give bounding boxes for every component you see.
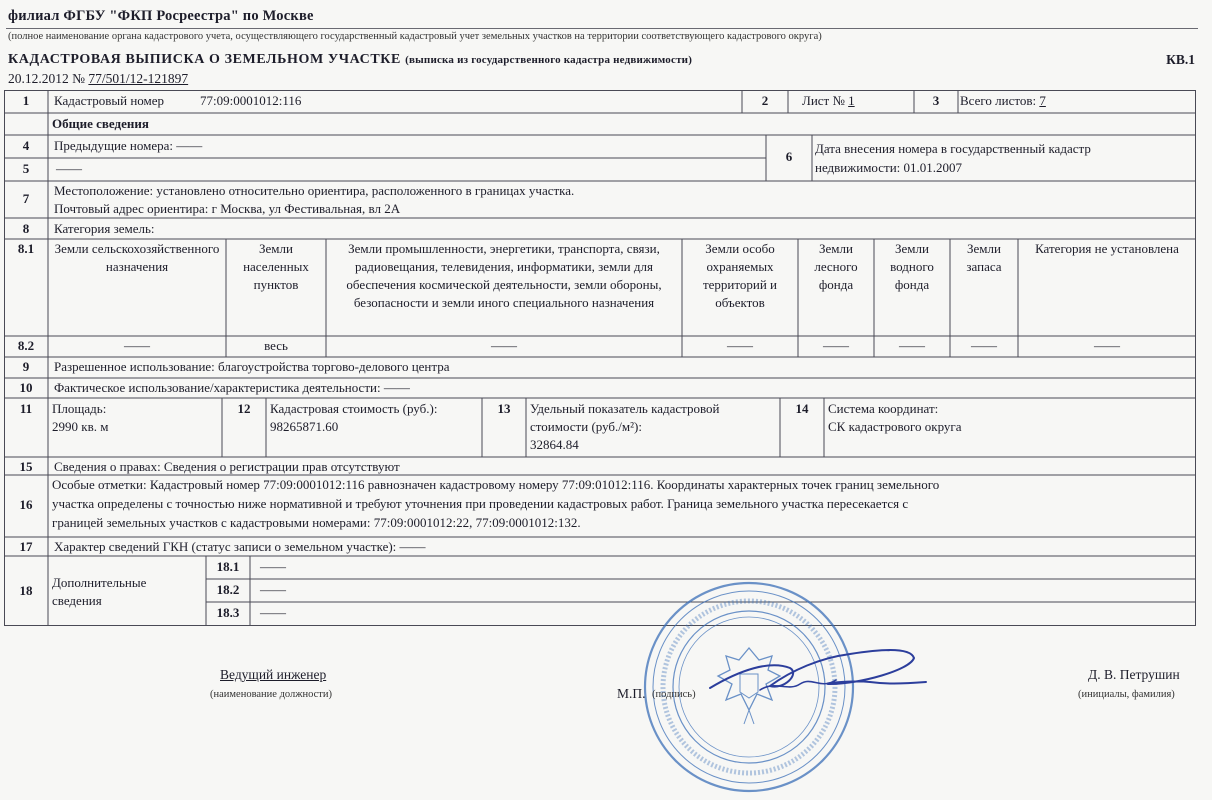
row-number-3: 3 bbox=[932, 93, 940, 108]
organization-name: филиал ФГБУ "ФКП Росреестра" по Москве bbox=[8, 8, 314, 24]
value-water: —— bbox=[899, 338, 925, 353]
signature-note: (подпись) bbox=[652, 689, 696, 700]
row-number-13: 13 bbox=[497, 401, 511, 416]
value-reserve: —— bbox=[971, 338, 997, 353]
total-sheets bbox=[960, 92, 1046, 110]
row-number-18: 18 bbox=[19, 583, 33, 598]
row-number-8: 8 bbox=[22, 221, 30, 236]
document-title bbox=[8, 52, 692, 68]
area-value: 2990 кв. м bbox=[52, 419, 109, 434]
number-entry-date-line1: Дата внесения номера в государственный кадастр bbox=[815, 141, 1091, 156]
rights-info: Сведения о правах: Сведения о регистрации прав отсутствуют bbox=[54, 459, 400, 474]
handwritten-signature bbox=[700, 640, 930, 710]
sheet-value: 1 bbox=[848, 93, 855, 108]
actual-use bbox=[54, 379, 410, 397]
location-line1: Местоположение: установлено относительно ориентира, расположенного в границах участка. bbox=[54, 183, 575, 198]
previous-numbers bbox=[54, 137, 202, 155]
sheet-number bbox=[802, 92, 855, 110]
land-category-label: Категория земель: bbox=[54, 221, 155, 236]
row-number-8-1: 8.1 bbox=[17, 241, 35, 256]
category-not-established: Категория не установлена bbox=[1035, 241, 1179, 256]
additional-info-label-line1: Дополнительные bbox=[52, 575, 147, 590]
row-number-4: 4 bbox=[22, 138, 30, 153]
category-water: Земли водного фонда bbox=[890, 241, 934, 292]
special-notes-line2: участка определены с точностью ниже нормативной и требуют уточнения при проведении кадастровых работ. Граница земельного участка пересекается с bbox=[52, 496, 909, 511]
coordinate-system-value: СК кадастрового округа bbox=[828, 419, 962, 434]
area-label: Площадь: bbox=[52, 401, 107, 416]
cadastral-number-value: 77:09:0001012:116 bbox=[200, 93, 302, 108]
value-protected: —— bbox=[727, 338, 753, 353]
cadastral-table bbox=[4, 90, 1196, 626]
value-industry: —— bbox=[491, 338, 517, 353]
additional-info-18-1: —— bbox=[260, 559, 286, 574]
special-notes-line1: Особые отметки: Кадастровый номер 77:09:0001012:116 равнозначен кадастровому номеру 77:09:01012:116. Координаты характерных точек границ земельного bbox=[52, 477, 940, 492]
row-number-14: 14 bbox=[795, 401, 809, 416]
official-name: Д. В. Петрушин bbox=[1088, 667, 1180, 682]
cadastral-number-label: Кадастровый номер bbox=[54, 93, 165, 108]
organization-note: (полное наименование органа кадастрового учета, осуществляющего государственный кадастровый учет земельных участков на территории соответствующего кадастрового округа) bbox=[8, 31, 822, 42]
row-number-18-2: 18.2 bbox=[216, 582, 240, 597]
row-number-1: 1 bbox=[22, 93, 30, 108]
location-line2: Почтовый адрес ориентира: г Москва, ул Фестивальная, вл 2А bbox=[54, 201, 401, 216]
document-date-number bbox=[8, 71, 188, 87]
category-protected: Земли особо охраняемых территорий и объектов bbox=[702, 241, 778, 310]
row-number-12: 12 bbox=[237, 401, 251, 416]
actual-use-label: Фактическое использование/характеристика деятельности: bbox=[54, 380, 381, 395]
category-forest: Земли лесного фонда bbox=[814, 241, 858, 292]
special-notes-line3: границей земельных участков с кадастровыми номерами: 77:09:0001012:22, 77:09:0001012:132. bbox=[52, 515, 581, 530]
row-number-15: 15 bbox=[19, 459, 33, 474]
row-number-17: 17 bbox=[19, 539, 33, 554]
additional-info-label-line2: сведения bbox=[52, 593, 102, 608]
header-rule bbox=[6, 28, 1198, 29]
cadastral-cost-value: 98265871.60 bbox=[270, 419, 339, 434]
category-agricultural: Земли сельскохозяйственного назначения bbox=[54, 241, 220, 274]
category-settlements: Земли населенных пунктов bbox=[243, 241, 309, 292]
additional-info-18-2: —— bbox=[260, 582, 286, 597]
value-settlements: весь bbox=[264, 338, 288, 353]
specific-cost-label-line2: стоимости (руб./м²): bbox=[530, 419, 642, 434]
sheet-label: Лист № bbox=[802, 93, 845, 108]
permitted-use: Разрешенное использование: благоустройства торгово-делового центра bbox=[54, 359, 450, 374]
previous-numbers-value: —— bbox=[176, 138, 203, 153]
category-industry: Земли промышленности, энергетики, транспорта, связи, радиовещания, телевидения, информатики, земли для обеспечения космической деятельности, земли обороны, безопасности и земли иного специального назначения bbox=[346, 241, 662, 310]
document-number: 77/501/12-121897 bbox=[88, 71, 189, 86]
official-position: Ведущий инженер bbox=[220, 667, 327, 682]
row-number-18-3: 18.3 bbox=[216, 605, 240, 620]
number-label: № bbox=[72, 71, 86, 86]
row-number-11: 11 bbox=[19, 401, 33, 416]
document-title-sub: (выписка из государственного кадастра недвижимости) bbox=[405, 54, 693, 66]
additional-info-18-3: —— bbox=[260, 605, 286, 620]
actual-use-value: —— bbox=[383, 380, 410, 395]
gkn-status-label: Характер сведений ГКН (статус записи о земельном участке): bbox=[54, 539, 397, 554]
value-forest: —— bbox=[823, 338, 849, 353]
row-number-16: 16 bbox=[19, 497, 33, 512]
total-sheets-value: 7 bbox=[1039, 93, 1046, 108]
row-number-5: 5 bbox=[22, 161, 30, 176]
row-number-18-1: 18.1 bbox=[216, 559, 240, 574]
form-code: КВ.1 bbox=[1166, 52, 1195, 67]
seal-place-mark: М.П. bbox=[617, 686, 646, 701]
specific-cost-value: 32864.84 bbox=[530, 437, 579, 452]
gkn-status-value: —— bbox=[399, 539, 426, 554]
specific-cost-label-line1: Удельный показатель кадастровой bbox=[530, 401, 720, 416]
previous-numbers-label: Предыдущие номера: bbox=[54, 138, 174, 153]
gkn-status bbox=[54, 538, 426, 556]
row-number-2: 2 bbox=[761, 93, 769, 108]
name-note: (инициалы, фамилия) bbox=[1078, 689, 1175, 700]
cadastral-cost-label: Кадастровая стоимость (руб.): bbox=[270, 401, 438, 416]
row-number-8-2: 8.2 bbox=[17, 338, 35, 353]
value-not-established: —— bbox=[1094, 338, 1120, 353]
position-note: (наименование должности) bbox=[210, 689, 333, 700]
total-sheets-label: Всего листов: bbox=[960, 93, 1037, 108]
row5-value: —— bbox=[56, 161, 82, 176]
row-number-7: 7 bbox=[22, 191, 30, 206]
value-agricultural: —— bbox=[124, 338, 150, 353]
row-number-10: 10 bbox=[19, 380, 33, 395]
row-number-9: 9 bbox=[22, 359, 30, 374]
number-entry-date-line2: недвижимости: 01.01.2007 bbox=[815, 160, 963, 175]
row-number-6: 6 bbox=[785, 149, 793, 164]
document-title-main: КАДАСТРОВАЯ ВЫПИСКА О ЗЕМЕЛЬНОМ УЧАСТКЕ bbox=[8, 52, 401, 67]
document-date: 20.12.2012 bbox=[8, 71, 69, 86]
category-reserve: Земли запаса bbox=[966, 241, 1002, 274]
coordinate-system-label: Система координат: bbox=[828, 401, 939, 416]
general-heading: Общие сведения bbox=[52, 116, 149, 131]
